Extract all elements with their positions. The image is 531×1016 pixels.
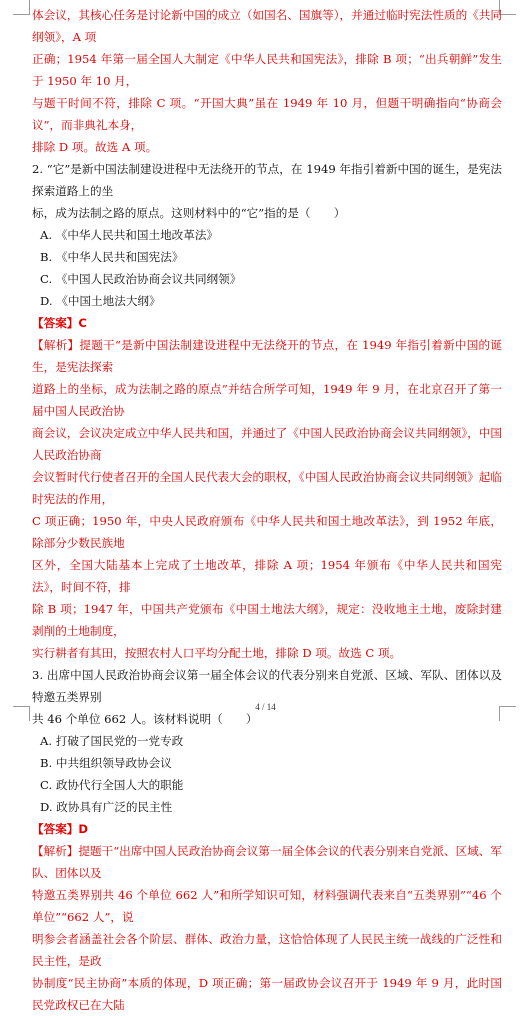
q3-option-b: B. 中共组织领导政协会议 xyxy=(40,756,172,770)
q3-option-c: C. 政协代行全国人大的职能 xyxy=(40,778,184,792)
q2-analysis-line: 【解析】提题干“是新中国法制建设进程中无法绕开的节点，在 1949 年指引着新中国的诞生，是宪法探索 xyxy=(32,338,502,374)
q1-analysis-line: 正确；1954 年第一届全国人大制定《中华人民共和国宪法》，排除 B 项；“出兵朝鲜”发生于 1950 年 10 月， xyxy=(32,52,502,88)
page-number: 4 / 14 xyxy=(255,702,276,712)
q2-answer: 【答案】C xyxy=(32,316,87,330)
q2-analysis-line: 除 B 项；1947 年，中国共产党颁布《中国土地法大纲》，规定：没收地主土地，废除封建剥削的土地制度， xyxy=(32,602,502,638)
q3-analysis-line: 【解析】提题干“出席中国人民政治协商会议第一届全体会议的代表分别来自党派、区域、军队、团体以及 xyxy=(32,844,502,880)
q2-option-a: A. 《中华人民共和国土地改革法》 xyxy=(40,228,219,242)
q3-answer: 【答案】D xyxy=(32,822,88,836)
q2-analysis-line: 会议暂时代行使者召开的全国人民代表大会的职权，《中国人民政治协商会议共同纲领》起临时宪法的作用， xyxy=(32,470,502,506)
q2-analysis-line: 区外，全国大陆基本上完成了土地改革，排除 A 项；1954 年颁布《中华人民共和国宪法》，时间不符，排 xyxy=(32,558,502,594)
q3-option-a: A. 打破了国民党的一党专政 xyxy=(40,734,184,748)
q2-analysis-line: 商会议，会议决定成立中华人民共和国，并通过了《中国人民政治协商会议共同纲领》，中国人民政治协商 xyxy=(32,426,502,462)
q2-analysis-line: C 项正确；1950 年，中央人民政府颁布《中华人民共和国土地改革法》，到 1952 年底，除部分少数民族地 xyxy=(32,514,502,550)
crop-mark-top-left xyxy=(13,0,30,15)
q2-analysis-line: 道路上的坐标，成为法制之路的原点”并结合所学可知，1949 年 9 月，在北京召开了第一届中国人民政治协 xyxy=(32,382,502,418)
q2-option-b: B. 《中华人民共和国宪法》 xyxy=(40,250,184,264)
q2-stem: 2. “它”是新中国法制建设进程中无法绕开的节点，在 1949 年指引着新中国的诞生，是宪法探索道路上的坐 xyxy=(32,162,502,198)
q3-analysis-line: 明参会者涵盖社会各个阶层、群体、政治力量，这恰恰体现了人民民主统一战线的广泛性和民主性，是政 xyxy=(32,932,502,968)
q1-analysis-line: 体会议，其核心任务是讨论新中国的成立（如国名、国旗等），并通过临时宪法性质的《共同纲领》，A 项 xyxy=(32,8,502,44)
q3-analysis-line: 协制度“民主协商”本质的体现，D 项正确；第一届政协会议召开于 1949 年 9 月，此时国民党政权已在大陆 xyxy=(32,976,502,1012)
q2-analysis-line: 实行耕者有其田，按照农村人口平均分配土地，排除 D 项。故选 C 项。 xyxy=(32,646,402,660)
q2-option-c: C. 《中国人民政治协商会议共同纲领》 xyxy=(40,272,242,286)
q3-stem: 共 46 个单位 662 人。该材料说明（ ） xyxy=(32,712,258,726)
q1-analysis-line: 排除 D 项。故选 A 项。 xyxy=(32,140,158,154)
q3-option-d: D. 政协具有广泛的民主性 xyxy=(40,800,173,814)
page-content xyxy=(32,4,502,1016)
q3-stem: 3. 出席中国人民政治协商会议第一届全体会议的代表分别来自党派、区域、军队、团体以及特邀五类界别 xyxy=(32,668,502,704)
q1-analysis-line: 与题干时间不符，排除 C 项。“开国大典”虽在 1949 年 10 月，但题干明确指向“协商会议”，而非典礼本身， xyxy=(32,96,502,132)
q3-analysis-line: 特邀五类界别共 46 个单位 662 人”和所学知识可知，材料强调代表来自“五类界别”“46 个单位”“662 人”，说 xyxy=(32,888,502,924)
q2-option-d: D. 《中国土地法大纲》 xyxy=(40,294,161,308)
q2-stem: 标，成为法制之路的原点。这则材料中的“它”指的是（ ） xyxy=(32,206,346,220)
